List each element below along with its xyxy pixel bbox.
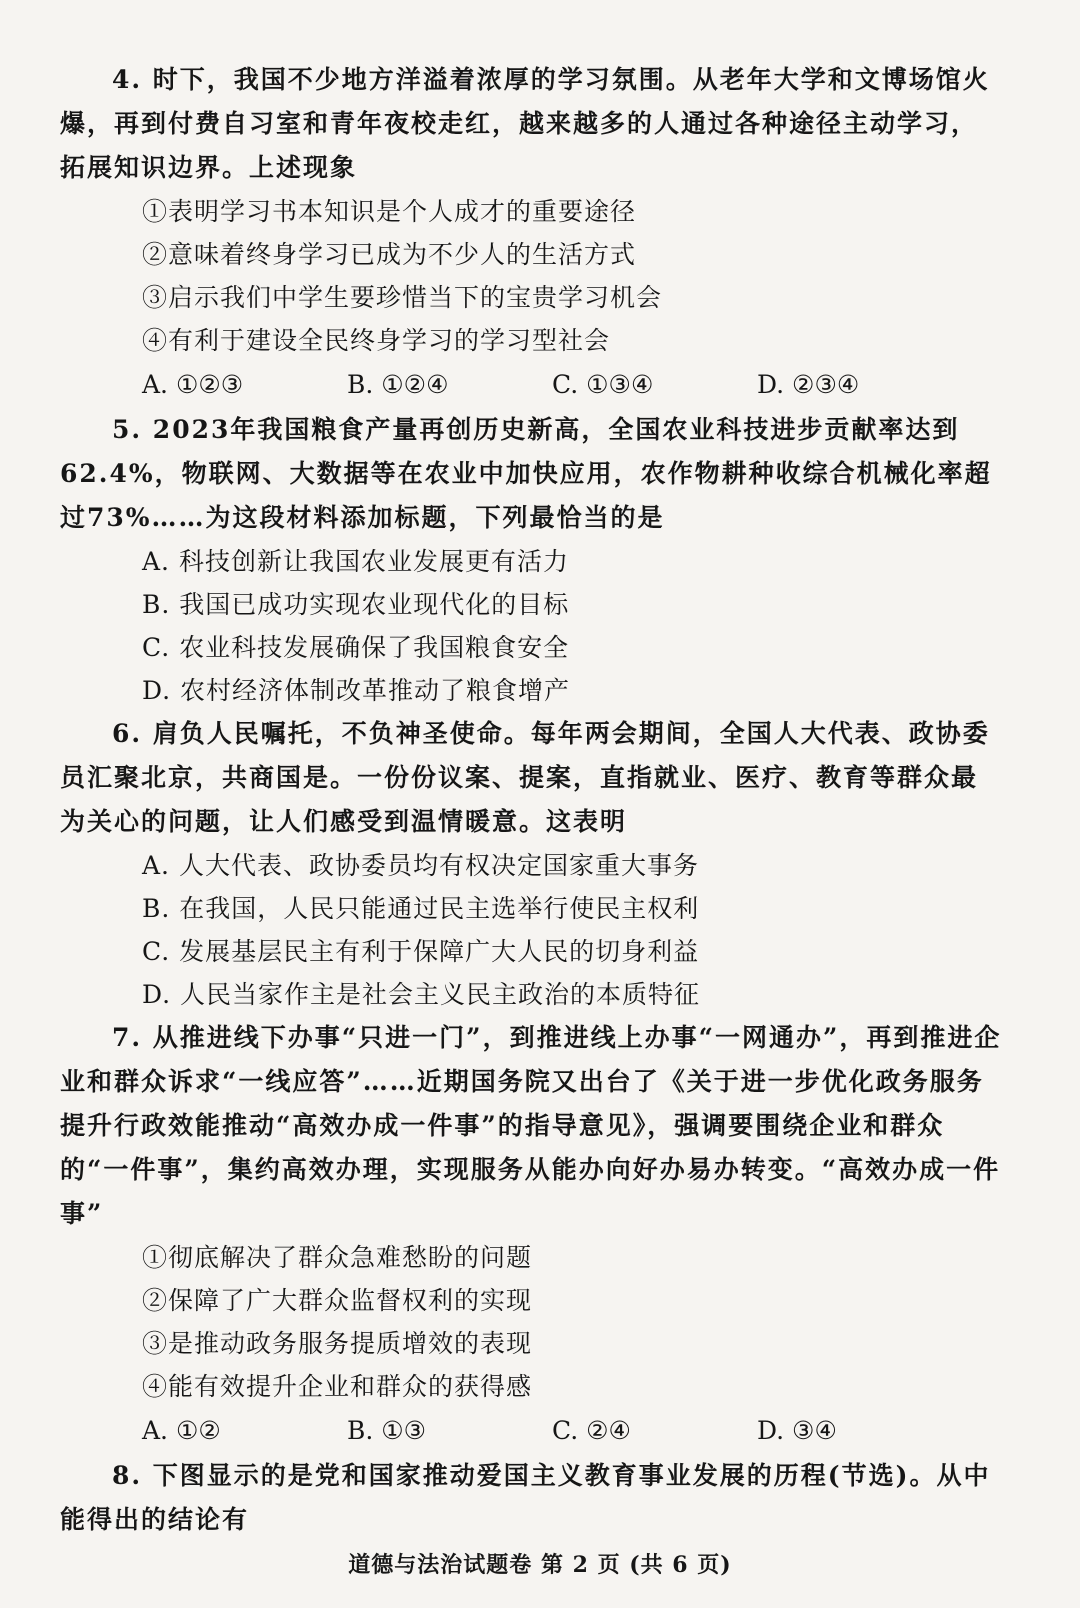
statement-1: ①表明学习书本知识是个人成才的重要途径: [142, 197, 637, 226]
statement-4: ④能有效提升企业和群众的获得感: [142, 1372, 533, 1401]
choice-b: B. ①③: [347, 1416, 427, 1445]
statement-1: ①彻底解决了群众急难愁盼的问题: [142, 1243, 533, 1272]
page-footer: 道德与法治试题卷 第 2 页 (共 6 页): [348, 1552, 732, 1578]
question-5: [60, 408, 1002, 712]
statement-3: ③是推动政务服务提质增效的表现: [142, 1329, 533, 1358]
option-a: A. 科技创新让我国农业发展更有活力: [142, 547, 569, 576]
option-a: A. 人大代表、政协委员均有权决定国家重大事务: [142, 851, 699, 880]
choice-d: D. ②③④: [757, 370, 860, 399]
choice-a: A. ①②: [142, 1416, 221, 1445]
option-d: D. 人民当家作主是社会主义民主政治的本质特征: [142, 980, 701, 1009]
option-d: D. 农村经济体制改革推动了粮食增产: [142, 676, 571, 705]
question-6: [60, 712, 1002, 1016]
statement-4: ④有利于建设全民终身学习的学习型社会: [142, 326, 611, 355]
choice-c: C. ②④: [552, 1416, 631, 1445]
answer-choices: [142, 1408, 1002, 1454]
statement-3: ③启示我们中学生要珍惜当下的宝贵学习机会: [142, 283, 663, 312]
question-8: [60, 1454, 1002, 1542]
choice-d: D. ③④: [757, 1416, 837, 1445]
question-stem: 6. 肩负人民嘱托，不负神圣使命。每年两会期间，全国人大代表、政协委员汇聚北京，共商国是。一份份议案、提案，直指就业、医疗、教育等群众最为关心的问题，让人们感受到温情暖意。这表明: [60, 719, 990, 836]
question-stem: 8. 下图显示的是党和国家推动爱国主义教育事业发展的历程(节选)。从中能得出的结论有: [60, 1461, 991, 1534]
question-4: [60, 58, 1002, 408]
option-b: B. 我国已成功实现农业现代化的目标: [142, 590, 570, 619]
question-stem: 4. 时下，我国不少地方洋溢着浓厚的学习氛围。从老年大学和文博场馆火爆，再到付费自习室和青年夜校走红，越来越多的人通过各种途径主动学习，拓展知识边界。上述现象: [60, 65, 990, 182]
option-c: C. 发展基层民主有利于保障广大人民的切身利益: [142, 937, 700, 966]
statement-2: ②保障了广大群众监督权利的实现: [142, 1286, 533, 1315]
choice-b: B. ①②④: [347, 370, 449, 399]
question-stem: 5. 2023年我国粮食产量再创历史新高，全国农业科技进步贡献率达到62.4%，物联网、大数据等在农业中加快应用，农作物耕种收综合机械化率超过73%……为这段材料添加标题，下列最恰当的是: [60, 415, 992, 532]
choice-a: A. ①②③: [142, 370, 244, 399]
question-7: [60, 1016, 1002, 1454]
statement-2: ②意味着终身学习已成为不少人的生活方式: [142, 240, 637, 269]
answer-choices: [142, 362, 1002, 408]
question-stem: 7. 从推进线下办事“只进一门”，到推进线上办事“一网通办”，再到推进企业和群众诉求“一线应答”……近期国务院又出台了《关于进一步优化政务服务提升行政效能推动“高效办成一件事”的指导意见》，强调要围绕企业和群众的“一件事”，集约高效办理，实现服务从能办向好办易办转变。“高效办成一件事”: [60, 1023, 1002, 1228]
option-b: B. 在我国，人民只能通过民主选举行使民主权利: [142, 894, 700, 923]
option-c: C. 农业科技发展确保了我国粮食安全: [142, 633, 570, 662]
choice-c: C. ①③④: [552, 370, 654, 399]
